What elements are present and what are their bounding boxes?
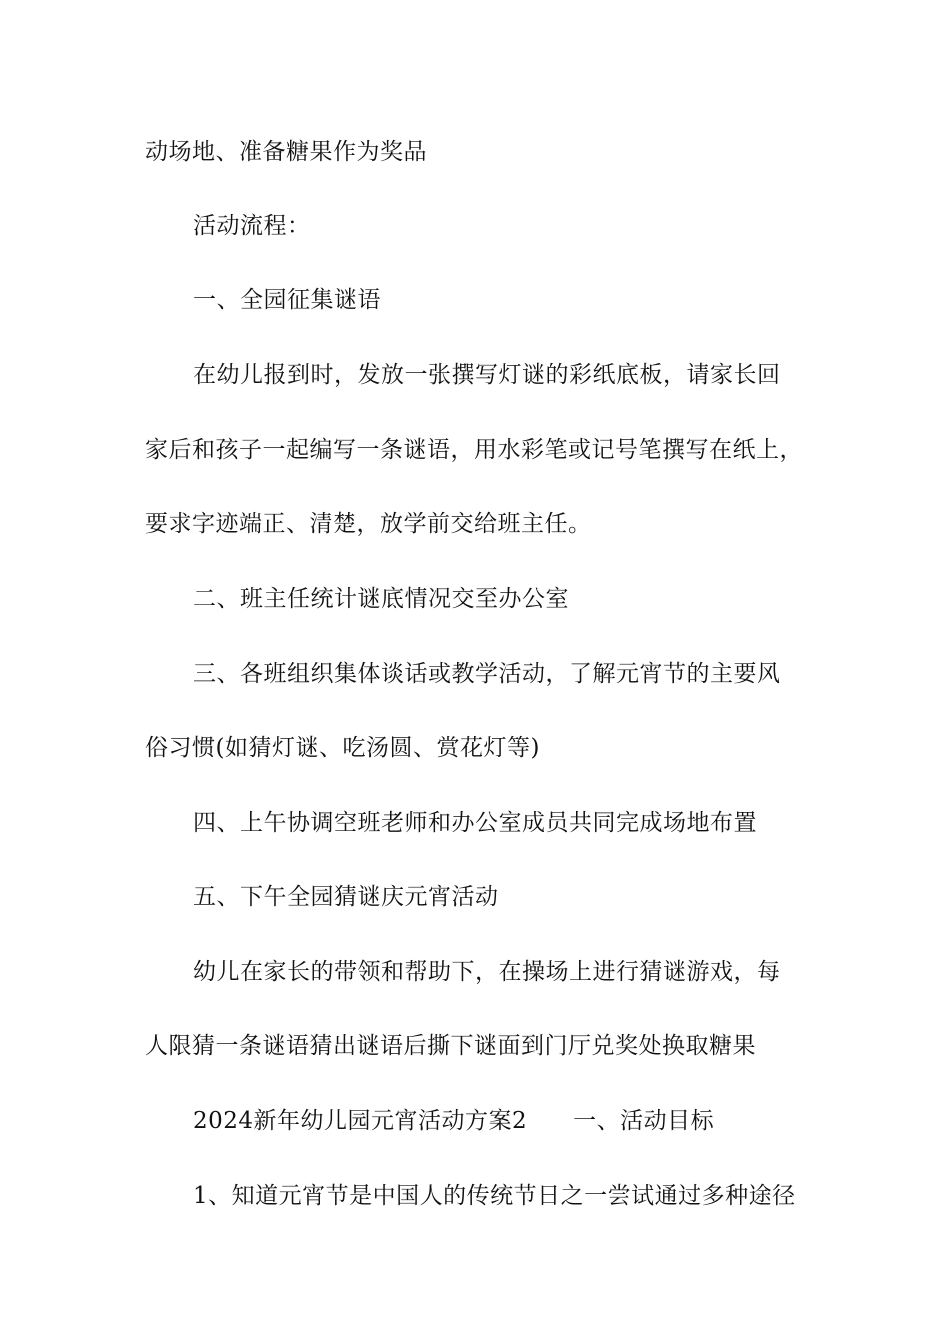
- paragraph-line: 要求字迹端正、清楚，放学前交给班主任。: [145, 511, 592, 537]
- paragraph-line: 在幼儿报到时，发放一张撰写灯谜的彩纸底板，请家长回: [193, 362, 781, 388]
- section-title: 一、活动目标: [573, 1108, 715, 1134]
- paragraph-line: 人限猜一条谜语猜出谜语后撕下谜面到门厅兑奖处换取糖果: [145, 1033, 756, 1059]
- section-heading: 活动流程：: [193, 213, 311, 239]
- paragraph-line: 家后和孩子一起编写一条谜语，用水彩笔或记号笔撰写在纸上，: [145, 437, 803, 463]
- paragraph-line: 1、知道元宵节是中国人的传统节日之一尝试通过多种途径: [193, 1183, 796, 1209]
- paragraph-line: 俗习惯(如猜灯谜、吃汤圆、赏花灯等): [145, 735, 540, 761]
- section-heading: 五、下午全园猜谜庆元宵活动: [193, 884, 499, 910]
- paragraph-line: 幼儿在家长的带领和帮助下，在操场上进行猜谜游戏，每: [193, 959, 781, 985]
- paragraph-line: 三、各班组织集体谈话或教学活动，了解元宵节的主要风: [193, 661, 781, 687]
- section-heading: 四、上午协调空班老师和办公室成员共同完成场地布置: [193, 810, 757, 836]
- plan-title: 2024新年幼儿园元宵活动方案2: [193, 1108, 528, 1134]
- section-heading: 一、全园征集谜语: [193, 287, 381, 313]
- paragraph-line: 动场地、准备糖果作为奖品: [145, 139, 427, 165]
- document-heading: [0, 1105, 950, 1137]
- section-heading: 二、班主任统计谜底情况交至办公室: [193, 586, 569, 612]
